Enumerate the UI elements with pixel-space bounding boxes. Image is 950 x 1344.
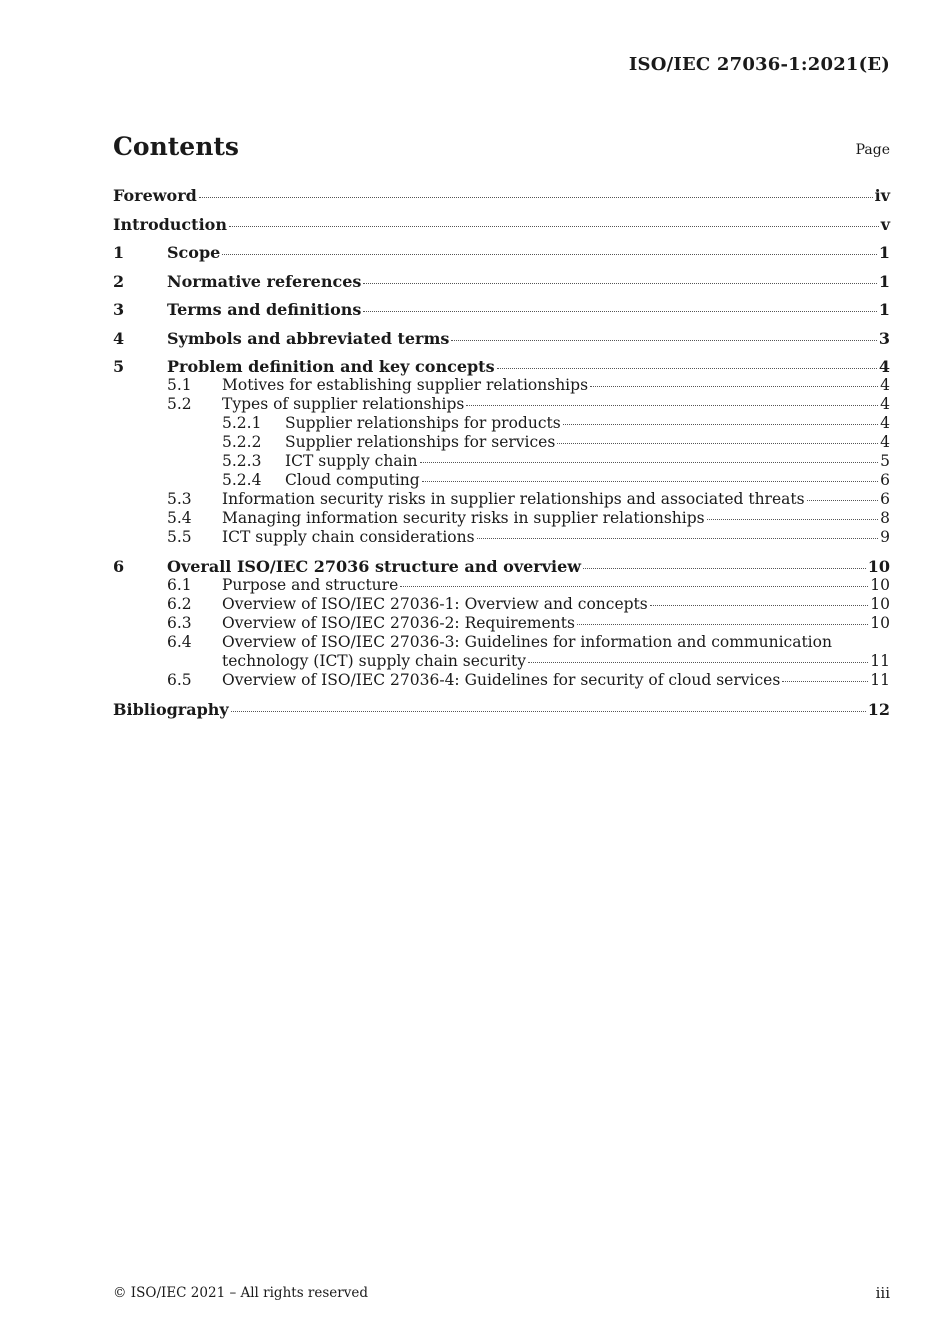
toc-dot-leader <box>528 649 868 663</box>
toc-entry-title: Motives for establishing supplier relationships <box>222 376 589 394</box>
toc-entry-number: 1 <box>113 243 125 262</box>
toc-dot-leader <box>363 298 876 312</box>
document-id: ISO/IEC 27036-1:2021(E) <box>628 54 890 75</box>
toc-entry[interactable] <box>113 329 890 348</box>
footer-page-number: iii <box>875 1284 890 1302</box>
toc-entry-page: 4 <box>878 357 890 376</box>
toc-entry-title: ICT supply chain <box>285 452 418 470</box>
toc-entry-page: 10 <box>867 556 890 576</box>
toc-entry[interactable] <box>113 186 890 205</box>
toc-dot-leader <box>563 411 878 425</box>
table-of-contents <box>113 186 890 719</box>
toc-entry-page: 11 <box>870 652 890 670</box>
toc-entry-number: 5.2 <box>167 395 192 413</box>
toc-entry-page: 9 <box>880 528 890 546</box>
toc-dot-leader <box>707 506 879 520</box>
toc-dot-leader <box>497 355 877 369</box>
toc-entry-continuation[interactable] <box>113 652 890 671</box>
toc-entry-title: Types of supplier relationships <box>222 395 465 413</box>
toc-entry-page: 10 <box>870 613 890 632</box>
toc-entry-number: 5.5 <box>167 528 192 546</box>
toc-entry-page: 6 <box>880 490 890 508</box>
toc-entry-page: v <box>880 214 890 234</box>
toc-entry-title: Supplier relationships for services <box>285 433 556 451</box>
toc-entry[interactable] <box>113 528 890 547</box>
toc-entry-title: Problem definition and key concepts <box>167 357 495 376</box>
toc-entry-title: Overall ISO/IEC 27036 structure and overview <box>167 556 582 576</box>
toc-entry-title: Scope <box>167 243 221 262</box>
toc-entry-number: 5.2.1 <box>222 414 262 432</box>
toc-entry-number: 6 <box>113 556 125 576</box>
toc-entry-title: Overview of ISO/IEC 27036-3: Guidelines for information and communication <box>222 632 832 651</box>
toc-dot-leader <box>807 487 879 501</box>
toc-entry-title: Normative references <box>167 271 362 291</box>
contents-title: Contents <box>113 132 240 161</box>
toc-entry-page: 5 <box>880 452 890 470</box>
toc-entry-page: 1 <box>878 271 890 291</box>
toc-entry-title: Overview of ISO/IEC 27036-4: Guidelines for security of cloud services <box>222 671 781 689</box>
footer-copyright: © ISO/IEC 2021 – All rights reserved <box>113 1285 368 1301</box>
toc-entry-number: 5.3 <box>167 490 192 508</box>
toc-entry-title: Overview of ISO/IEC 27036-1: Overview and concepts <box>222 594 648 613</box>
toc-entry-title: Foreword <box>113 186 197 205</box>
toc-dot-leader <box>590 373 878 387</box>
toc-dot-leader <box>363 270 876 284</box>
toc-entry-page: 10 <box>870 575 890 594</box>
toc-dot-leader <box>477 525 879 539</box>
toc-entry-page: 3 <box>878 328 890 348</box>
toc-entry-page: 10 <box>870 594 890 613</box>
toc-entry[interactable] <box>113 471 890 490</box>
toc-entry-number: 4 <box>113 328 125 348</box>
toc-entry-number: 5.2.3 <box>222 452 262 470</box>
toc-entry-title: Managing information security risks in supplier relationships <box>222 509 705 527</box>
toc-entry-number: 5.1 <box>167 376 192 394</box>
toc-entry-page: 6 <box>880 471 890 489</box>
toc-entry[interactable] <box>113 700 890 719</box>
toc-entry-number: 3 <box>113 300 125 319</box>
toc-dot-leader <box>199 184 873 198</box>
toc-entry[interactable] <box>113 671 890 690</box>
toc-entry[interactable] <box>113 300 890 319</box>
toc-entry-title: Symbols and abbreviated terms <box>167 328 450 348</box>
toc-entry-page: 4 <box>880 376 890 394</box>
toc-entry[interactable] <box>113 215 890 234</box>
toc-entry-title: Overview of ISO/IEC 27036-2: Requirements <box>222 613 575 632</box>
toc-entry-page: iv <box>874 186 890 205</box>
toc-dot-leader <box>451 327 876 341</box>
toc-entry-number: 6.5 <box>167 671 192 689</box>
toc-entry-number: 5.2.2 <box>222 433 262 451</box>
toc-entry-number: 6.1 <box>167 575 192 594</box>
toc-dot-leader <box>231 698 866 712</box>
toc-entry[interactable] <box>113 243 890 262</box>
toc-entry-title: Supplier relationships for products <box>285 414 561 432</box>
toc-dot-leader <box>650 592 869 606</box>
toc-dot-leader <box>422 468 878 482</box>
toc-entry-title: Information security risks in supplier relationships and associated threats <box>222 490 805 508</box>
toc-dot-leader <box>222 241 877 255</box>
toc-entry-number: 6.2 <box>167 594 192 613</box>
page-column-label: Page <box>855 142 890 158</box>
toc-entry-number: 2 <box>113 271 125 291</box>
toc-entry[interactable] <box>113 614 890 633</box>
toc-entry-title: Introduction <box>113 214 227 234</box>
toc-entry-title-continued: technology (ICT) supply chain security <box>222 652 526 670</box>
toc-entry-number: 5.4 <box>167 509 192 527</box>
toc-entry-page: 1 <box>878 243 890 262</box>
toc-entry-number: 5 <box>113 357 125 376</box>
toc-entry-page: 4 <box>880 433 890 451</box>
toc-dot-leader <box>420 449 879 463</box>
toc-entry-title: ICT supply chain considerations <box>222 528 475 546</box>
toc-entry-number: 6.3 <box>167 613 192 632</box>
toc-dot-leader <box>229 213 879 227</box>
toc-dot-leader <box>466 392 878 406</box>
toc-dot-leader <box>583 555 866 569</box>
toc-entry-title: Bibliography <box>113 699 229 719</box>
toc-dot-leader <box>782 668 868 682</box>
toc-entry-number: 5.2.4 <box>222 471 262 489</box>
toc-dot-leader <box>577 611 868 625</box>
toc-entry-page: 12 <box>867 699 890 719</box>
toc-entry-page: 11 <box>870 671 890 689</box>
toc-entry-number: 6.4 <box>167 632 192 651</box>
toc-entry-page: 4 <box>880 414 890 432</box>
toc-entry-title: Purpose and structure <box>222 575 399 594</box>
toc-dot-leader <box>400 573 868 587</box>
toc-entry-title: Terms and definitions <box>167 300 362 319</box>
toc-dot-leader <box>557 430 878 444</box>
toc-entry-page: 1 <box>878 300 890 319</box>
toc-entry-title: Cloud computing <box>285 471 420 489</box>
toc-entry-page: 4 <box>880 395 890 413</box>
toc-entry-page: 8 <box>880 509 890 527</box>
toc-entry[interactable] <box>113 272 890 291</box>
